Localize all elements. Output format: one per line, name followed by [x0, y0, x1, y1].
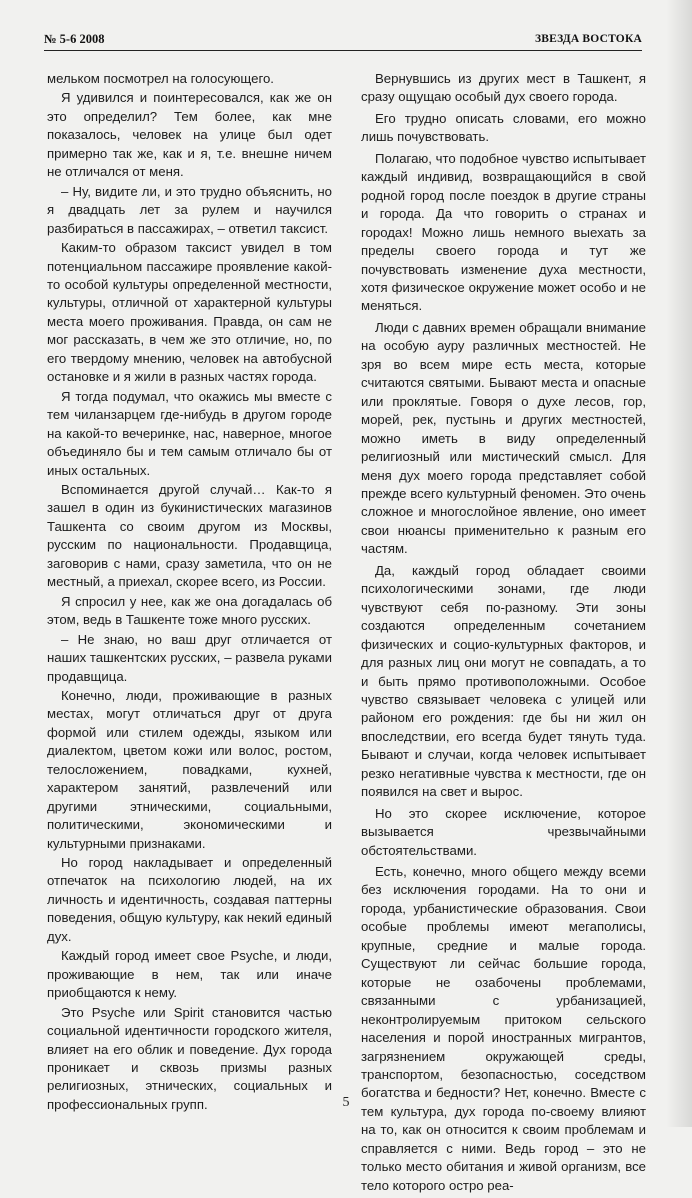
paragraph: Вернувшись из других мест в Ташкент, я сразу ощущаю особый дух своего города. [361, 71, 646, 105]
paragraph: Каким-то образом таксист увидел в том потенциальном пассажире проявление какой-то особой культуры определенной местности, культуры, отличной от характерной культуры места моего проживания. Правда, он сам не мог рассказать, в чем же это отличие, но, по его твердому мнению, человек на автобусной остановке и я жили в разных частях города. [47, 240, 332, 385]
paragraph: мельком посмотрел на голосующего. [47, 71, 274, 86]
page-fold-shadow [666, 0, 692, 1127]
paragraph: Каждый город имеет свое Psyche, и люди, проживающие в нем, так или иначе приобщаются к нему. [47, 948, 332, 1001]
paragraph: Но город накладывает и определенный отпечаток на психологию людей, на их личность и идентичность, создавая паттерны поведения, общую культуру, как некий единый дух. [47, 855, 332, 944]
paragraph: Есть, конечно, много общего между всеми без исключения городами. На то они и города, урбанистические образования. Свои особые проблемы имеют мегаполисы, крупные, средние и малые города. Существуют ли сейчас большие города, которые не озабочены проблемами, связанными с урбанизацией, неконтролируемым притоком сельского населения и порой иностранных мигрантов, загрязнением окружающей среды, транспортом, безопасностью, соседством богатства и бедности? Нет, конечно. Вместе с тем культура, дух города по-своему влияют на то, как он относится к своим проблемам и справляется с ними. Ведь город – это не только место обитания и живой организм, все тело которого остро реа- [361, 864, 646, 1193]
paragraph: – Не знаю, но ваш друг отличается от наших ташкентских русских, – развела руками продавщица. [47, 631, 332, 684]
paragraph: Вспоминается другой случай… Как-то я зашел в один из букинистических магазинов Ташкента со своим другом из Москвы, русским по национальности. Продавщица, заговорив с нами, сразу заметила, что он не местный, а приехал, скорее всего, из России. [47, 481, 332, 590]
paragraph: Я удивился и поинтересовался, как же он это определил? Тем более, как мне показалось, человек на улице был одет примерно так же, как и я, т.е. внешне ничем не отличался от меня. [47, 90, 332, 180]
running-header [44, 32, 642, 51]
paragraph: Да, каждый город обладает своими психологическими зонами, где люди чувствуют себя по-разному. Эти зоны создаются определенным сочетанием физических и социо-культурных факторов, и для разных лиц они могут не совпадать, а то и быть прямо противоположными. Особое чувство связывает человека с улицей или районом его рождения: где бы ни жил он впоследствии, его всегда будет тянуть туда. Бывают и случаи, когда человек испытывает резко негативные чувства к местности, где он появился на свет и вырос. [361, 562, 646, 800]
paragraph: Полагаю, что подобное чувство испытывает каждый индивид, возвращающийся в свой родной город после поездок в другие страны и города. Да что говорить о странах и городах! Можно лишь немного выехать за пределы своего города и тут же почувствовать изменение духа местности, хотя физическое окружение может особо и не меняться. [361, 150, 646, 314]
issue-number: № 5-6 2008 [44, 32, 105, 46]
paragraph: – Ну, видите ли, и это трудно объяснить, но я двадцать лет за рулем и научился разбираться в пассажирах, – ответил таксист. [47, 183, 332, 236]
paragraph: Конечно, люди, проживающие в разных местах, могут отличаться друг от друга формой или стилем одежды, языком или диалектом, цветом кожи или волос, ростом, телосложением, повадками, кухней, характером занятий, развлечений или другими этническими, социальными, политическими, экономическими и культурными признаками. [47, 687, 332, 851]
paragraph: Люди с давних времен обращали внимание на особую ауру различных местностей. Не зря во всем мире есть места, которые считаются святыми. Бывают места и опасные или проклятые. Говоря о духе лесов, гор, морей, рек, пустынь и других местностей, можно иметь в виду определенный религиозный или мистический смысл. Для меня дух моего города представляет собой прежде всего культурный феномен. Это очень сложное и многослойное явление, оно имеет свои нюансы применительно к разным его частям. [361, 319, 646, 557]
paragraph: Я спросил у нее, как же она догадалась об этом, ведь в Ташкенте тоже много русских. [47, 593, 332, 628]
left-column [47, 70, 332, 1115]
paragraph: Его трудно описать словами, его можно лишь почувствовать. [361, 110, 646, 145]
right-column [361, 70, 646, 1198]
page-number: 5 [342, 1095, 350, 1110]
paragraph: Я тогда подумал, что окажись мы вместе с тем чиланзарцем где-нибудь в другом городе на какой-то вечеринке, нас, наверное, многое объединяло бы и тем самым отличало бы от иных остальных. [47, 388, 332, 478]
paragraph: Но это скорее исключение, которое вызывается чрезвычайными обстоятельствами. [361, 805, 646, 858]
journal-title: ЗВЕЗДА ВОСТОКА [535, 33, 642, 45]
paragraph: Это Psyche или Spirit становится частью социальной идентичности городского жителя, влияет на его облик и поведение. Дух города проникает и сквозь призмы разных религиозных, этнических, социальных и профессиональных групп. [47, 1004, 332, 1112]
